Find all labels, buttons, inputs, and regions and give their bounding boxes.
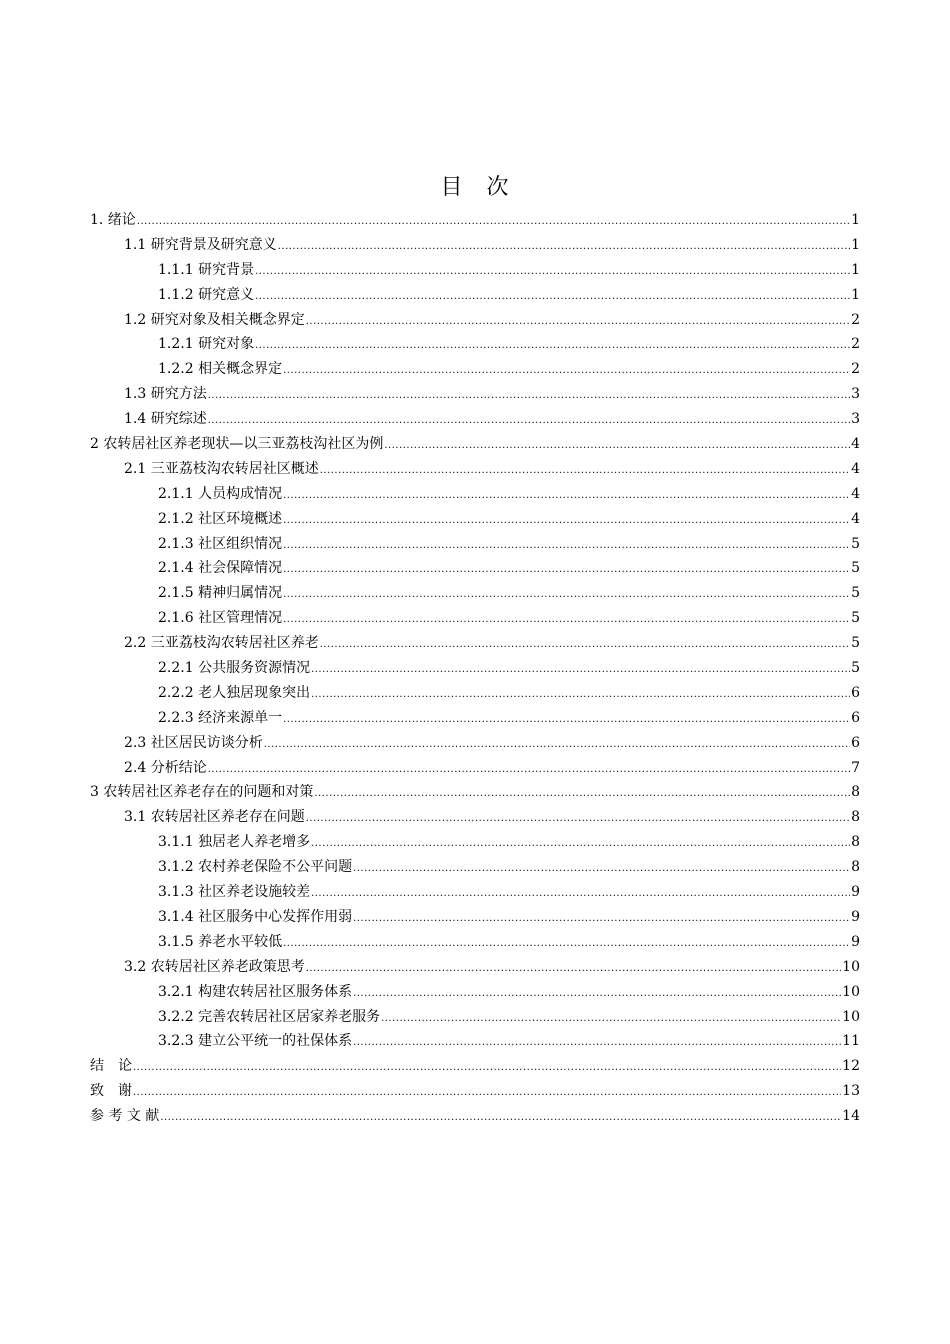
toc-entry-title: 2.1.2 社区环境概述 — [158, 510, 283, 527]
toc-entry-title: 致 谢 — [90, 1083, 132, 1100]
toc-entry-title: 3 农转居社区养老存在的问题和对策 — [90, 784, 314, 801]
toc-entry-title: 2 农转居社区养老现状—以三亚荔枝沟社区为例 — [90, 436, 384, 453]
dot-leader — [353, 982, 841, 1007]
toc-entry-page-number: 6 — [851, 709, 860, 726]
toc-entry-title: 2.1.3 社区组织情况 — [158, 535, 283, 552]
toc-entry-title: 2.2.3 经济来源单一 — [158, 709, 283, 726]
toc-entry-title: 1.2.2 相关概念界定 — [158, 361, 283, 378]
toc-entry[interactable] — [90, 830, 860, 855]
toc-entry-title: 2.4 分析结论 — [124, 759, 207, 776]
toc-entry-title: 3.2.3 建立公平统一的社保体系 — [158, 1033, 353, 1050]
dot-leader — [133, 1081, 841, 1106]
toc-entry-title: 2.1.4 社会保障情况 — [158, 560, 283, 577]
table-of-contents — [90, 208, 860, 1129]
toc-entry[interactable] — [90, 482, 860, 507]
dot-leader — [160, 1106, 841, 1131]
toc-entry[interactable] — [90, 955, 860, 980]
toc-entry-page-number: 9 — [851, 908, 860, 925]
toc-entry[interactable] — [90, 706, 860, 731]
toc-entry[interactable] — [90, 905, 860, 930]
dot-leader — [283, 932, 850, 957]
toc-entry-title: 1.1 研究背景及研究意义 — [124, 236, 277, 253]
toc-entry[interactable] — [90, 880, 860, 905]
toc-entry-page-number: 4 — [851, 436, 860, 453]
dot-leader — [353, 907, 850, 932]
toc-entry[interactable] — [90, 1005, 860, 1030]
toc-entry-page-number: 1 — [851, 236, 860, 253]
dot-leader — [306, 807, 850, 832]
dot-leader — [384, 434, 850, 459]
toc-entry-page-number: 4 — [851, 460, 860, 477]
toc-entry-page-number: 5 — [851, 535, 860, 552]
page-title: 目 次 — [440, 175, 510, 200]
toc-entry-page-number: 2 — [851, 311, 860, 328]
toc-entry-page-number: 6 — [851, 734, 860, 751]
toc-entry[interactable] — [90, 756, 860, 781]
dot-leader — [283, 484, 850, 509]
toc-entry-page-number: 5 — [851, 610, 860, 627]
dot-leader — [255, 260, 850, 285]
dot-leader — [320, 459, 850, 484]
toc-entry-title: 2.1.5 精神归属情况 — [158, 585, 283, 602]
toc-entry[interactable] — [90, 357, 860, 382]
dot-leader — [353, 857, 850, 882]
toc-entry-page-number: 10 — [842, 958, 860, 975]
toc-entry-page-number: 1 — [851, 212, 860, 228]
toc-entry-title: 3.2 农转居社区养老政策思考 — [124, 958, 305, 975]
toc-entry[interactable] — [90, 432, 860, 457]
toc-entry-title: 1.2.1 研究对象 — [158, 336, 255, 353]
dot-leader — [353, 1031, 841, 1056]
toc-entry-page-number: 3 — [851, 386, 860, 403]
toc-entry-title: 1.1.1 研究背景 — [158, 261, 255, 278]
toc-entry-title: 结 论 — [90, 1058, 132, 1075]
toc-entry[interactable] — [90, 407, 860, 432]
toc-entry-page-number: 8 — [851, 834, 860, 851]
toc-entry-page-number: 4 — [851, 485, 860, 502]
toc-entry-title: 参 考 文 献 — [90, 1108, 160, 1125]
toc-entry-page-number: 9 — [851, 884, 860, 901]
dot-leader — [283, 583, 850, 608]
toc-entry[interactable] — [90, 731, 860, 756]
toc-entry-title: 3.2.1 构建农转居社区服务体系 — [158, 983, 353, 1000]
dot-leader — [208, 758, 850, 783]
toc-entry-title: 1.2 研究对象及相关概念界定 — [124, 311, 305, 328]
toc-entry-title: 3.1.5 养老水平较低 — [158, 933, 283, 950]
toc-entry-page-number: 7 — [851, 759, 860, 776]
dot-leader — [381, 1007, 841, 1032]
toc-entry-title: 1. 绪论 — [90, 212, 136, 228]
toc-entry-page-number: 1 — [851, 286, 860, 303]
toc-entry-page-number: 13 — [842, 1083, 860, 1100]
dot-leader — [283, 708, 850, 733]
toc-entry[interactable] — [90, 233, 860, 258]
toc-entry-page-number: 2 — [851, 361, 860, 378]
toc-entry[interactable] — [90, 1104, 860, 1129]
toc-entry-page-number: 5 — [851, 585, 860, 602]
dot-leader — [137, 210, 850, 235]
toc-entry[interactable] — [90, 780, 860, 805]
toc-entry[interactable] — [90, 532, 860, 557]
toc-entry-page-number: 8 — [851, 784, 860, 801]
toc-entry[interactable] — [90, 631, 860, 656]
toc-entry-page-number: 10 — [842, 1008, 860, 1025]
toc-entry-page-number: 8 — [851, 809, 860, 826]
toc-entry[interactable] — [90, 805, 860, 830]
toc-entry-title: 2.1.1 人员构成情况 — [158, 485, 283, 502]
dot-leader — [306, 310, 850, 335]
toc-entry[interactable] — [90, 606, 860, 631]
toc-entry-page-number: 1 — [851, 261, 860, 278]
dot-leader — [311, 658, 850, 683]
toc-entry[interactable] — [90, 556, 860, 581]
toc-entry-page-number: 9 — [851, 933, 860, 950]
toc-entry-page-number: 6 — [851, 684, 860, 701]
toc-entry-page-number: 12 — [842, 1058, 860, 1075]
toc-entry-page-number: 5 — [851, 560, 860, 577]
toc-entry[interactable] — [90, 581, 860, 606]
toc-entry-title: 2.2 三亚荔枝沟农转居社区养老 — [124, 635, 319, 652]
toc-entry-page-number: 8 — [851, 859, 860, 876]
dot-leader — [320, 633, 850, 658]
toc-entry-title: 1.1.2 研究意义 — [158, 286, 255, 303]
toc-entry-title: 3.1.1 独居老人养老增多 — [158, 834, 311, 851]
toc-entry-title: 3.1.3 社区养老设施较差 — [158, 884, 311, 901]
toc-entry-page-number: 10 — [842, 983, 860, 1000]
toc-entry[interactable] — [90, 855, 860, 880]
toc-entry[interactable] — [90, 283, 860, 308]
dot-leader — [264, 733, 850, 758]
toc-entry-page-number: 11 — [842, 1033, 860, 1050]
toc-entry-page-number: 14 — [842, 1108, 860, 1125]
toc-entry-title: 2.2.2 老人独居现象突出 — [158, 684, 311, 701]
dot-leader — [311, 882, 850, 907]
toc-entry[interactable] — [90, 930, 860, 955]
toc-entry-page-number: 2 — [851, 336, 860, 353]
toc-entry-title: 1.3 研究方法 — [124, 386, 207, 403]
toc-entry[interactable] — [90, 1029, 860, 1054]
toc-entry[interactable] — [90, 258, 860, 283]
toc-entry-page-number: 5 — [851, 635, 860, 652]
dot-leader — [306, 957, 841, 982]
dot-leader — [283, 558, 850, 583]
dot-leader — [283, 608, 850, 633]
dot-leader — [133, 1056, 841, 1081]
toc-entry-page-number: 5 — [851, 660, 860, 677]
toc-entry[interactable] — [90, 1054, 860, 1079]
toc-entry-title: 2.2.1 公共服务资源情况 — [158, 660, 311, 677]
dot-leader — [255, 285, 850, 310]
dot-leader — [283, 534, 850, 559]
toc-entry[interactable] — [90, 382, 860, 407]
toc-entry-title: 3.1.2 农村养老保险不公平问题 — [158, 859, 353, 876]
toc-entry[interactable] — [90, 308, 860, 333]
toc-entry-title: 3.1.4 社区服务中心发挥作用弱 — [158, 908, 353, 925]
toc-entry-title: 3.2.2 完善农转居社区居家养老服务 — [158, 1008, 381, 1025]
dot-leader — [255, 334, 850, 359]
dot-leader — [208, 409, 850, 434]
toc-entry[interactable] — [90, 980, 860, 1005]
toc-entry-title: 2.1.6 社区管理情况 — [158, 610, 283, 627]
toc-entry-title: 3.1 农转居社区养老存在问题 — [124, 809, 305, 826]
dot-leader — [278, 235, 850, 260]
toc-entry-page-number: 4 — [851, 510, 860, 527]
toc-entry-title: 1.4 研究综述 — [124, 411, 207, 428]
toc-entry-page-number: 3 — [851, 411, 860, 428]
toc-entry[interactable] — [90, 507, 860, 532]
dot-leader — [283, 509, 850, 534]
dot-leader — [311, 683, 850, 708]
toc-entry[interactable] — [90, 457, 860, 482]
toc-entry[interactable] — [90, 1079, 860, 1104]
dot-leader — [311, 832, 850, 857]
toc-entry[interactable] — [90, 656, 860, 681]
toc-entry-title: 2.3 社区居民访谈分析 — [124, 734, 263, 751]
toc-entry[interactable] — [90, 208, 860, 233]
toc-entry[interactable] — [90, 681, 860, 706]
toc-entry[interactable] — [90, 332, 860, 357]
dot-leader — [283, 359, 850, 384]
toc-entry-title: 2.1 三亚荔枝沟农转居社区概述 — [124, 460, 319, 477]
dot-leader — [314, 782, 850, 807]
dot-leader — [208, 384, 850, 409]
